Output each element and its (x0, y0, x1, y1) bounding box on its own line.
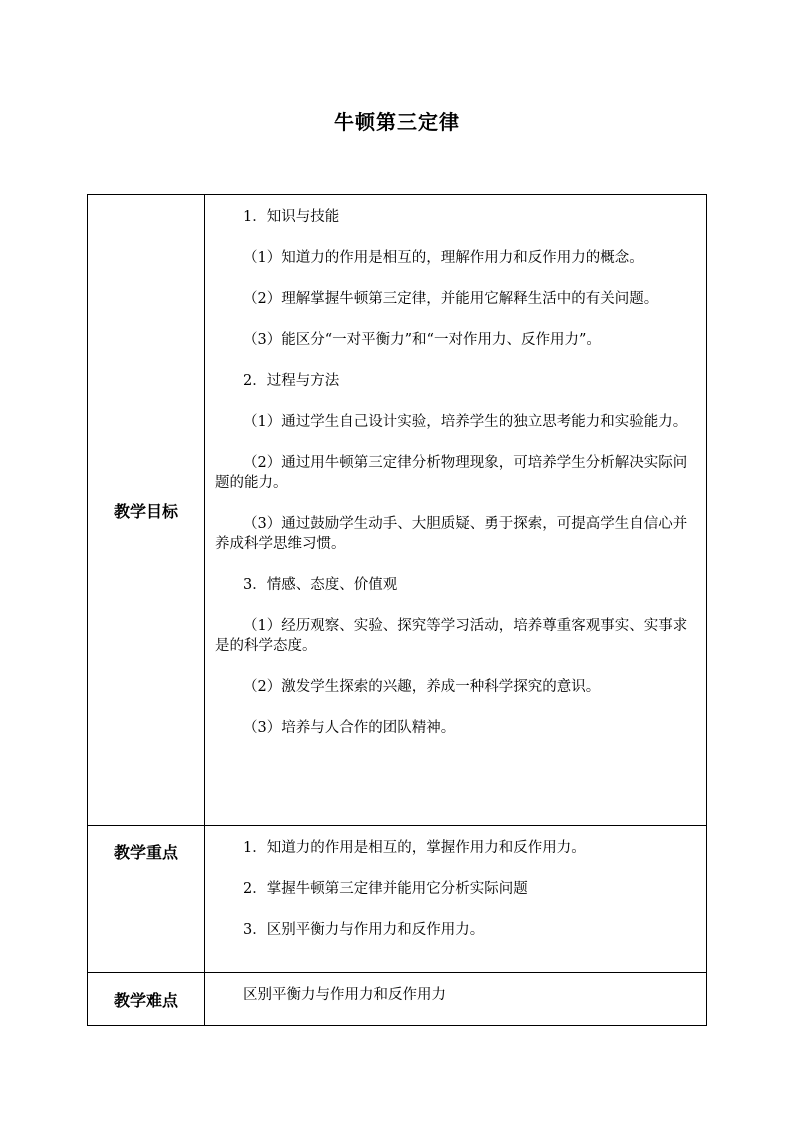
table-row-teaching-goals (88, 195, 707, 826)
focus-item: 3．区别平衡力与作用力和反作用力。 (243, 922, 485, 938)
goal-item: （3）通过鼓励学生动手、大胆质疑、勇于探索，可提高学生自信心并养成科学思维习惯。 (215, 516, 688, 552)
focus-item: 2．掌握牛顿第三定律并能用它分析实际问题 (243, 881, 528, 897)
difficulty-item: 区别平衡力与作用力和反作用力 (243, 987, 446, 1003)
goal-item: （2）通过用牛顿第三定律分析物理现象，可培养学生分析解决实际问题的能力。 (215, 455, 688, 491)
table-row-teaching-difficulty (88, 973, 707, 1026)
row-label-teaching-goals: 教学目标 (88, 195, 205, 826)
goal-item: （1）通过学生自己设计实验，培养学生的独立思考能力和实验能力。 (243, 414, 688, 430)
goal-heading-attitude: 3．情感、态度、价值观 (243, 577, 398, 593)
goal-heading-knowledge: 1．知识与技能 (243, 209, 340, 225)
focus-item: 1．知道力的作用是相互的，掌握作用力和反作用力。 (243, 840, 586, 856)
goal-item: （2）理解掌握牛顿第三定律，并能用它解释生活中的有关问题。 (243, 291, 659, 307)
row-label-teaching-focus: 教学重点 (88, 826, 205, 973)
row-content-teaching-goals (205, 195, 707, 826)
goal-item: （1）经历观察、实验、探究等学习活动，培养尊重客观事实、实事求是的科学态度。 (215, 618, 688, 654)
row-content-teaching-focus (205, 826, 707, 973)
goal-item: （3）能区分“一对平衡力”和“一对作用力、反作用力”。 (243, 332, 601, 348)
goal-heading-process: 2．过程与方法 (243, 373, 340, 389)
goal-item: （2）激发学生探索的兴趣，养成一种科学探究的意识。 (243, 679, 601, 695)
row-label-teaching-difficulty: 教学难点 (88, 973, 205, 1026)
goal-item: （3）培养与人合作的团队精神。 (243, 720, 456, 736)
table-row-teaching-focus (88, 826, 707, 973)
document-title: 牛顿第三定律 (334, 110, 460, 134)
row-content-teaching-difficulty (205, 973, 707, 1026)
lesson-plan-table (87, 194, 707, 1026)
goal-item: （1）知道力的作用是相互的，理解作用力和反作用力的概念。 (243, 250, 644, 266)
